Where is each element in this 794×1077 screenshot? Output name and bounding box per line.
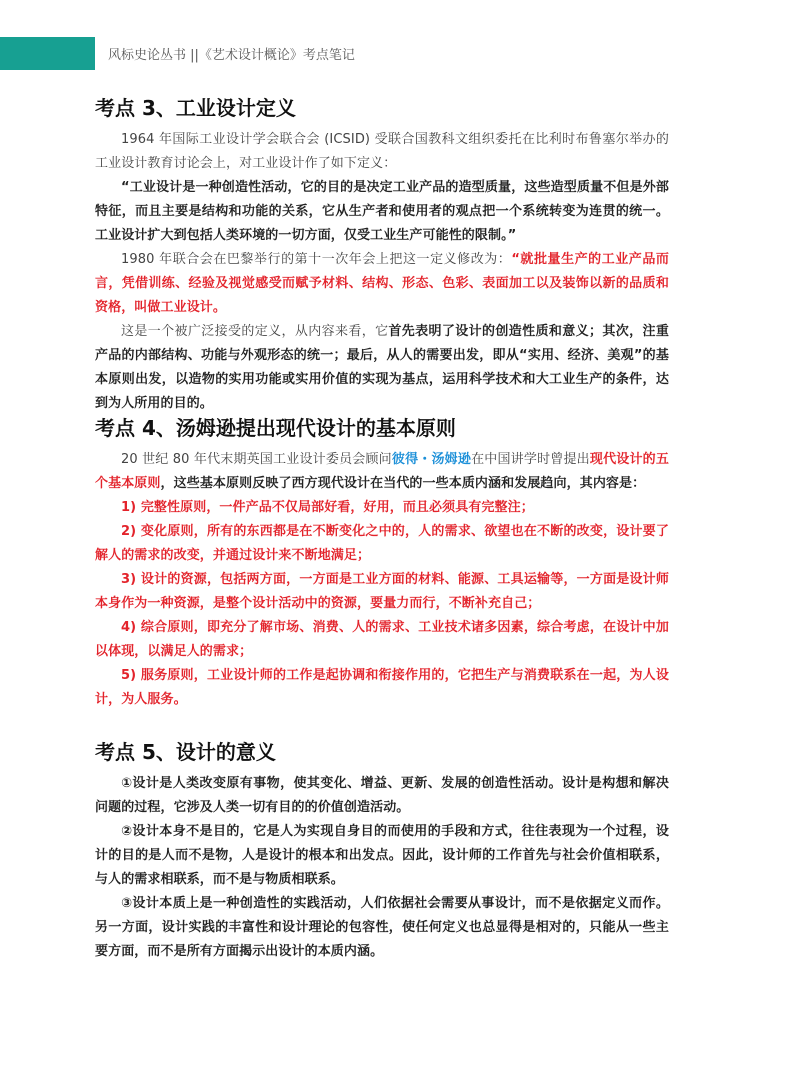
paragraph (95, 448, 669, 496)
section-5 (95, 736, 669, 964)
bold-text: ，这些基本原则反映了西方现代设计在当代的一些本质内涵和发展趋向，其内容是： (160, 476, 646, 491)
paragraph: 1964 年国际工业设计学会联合会 (ICSID) 受联合国教科文组织委托在比利时布鲁塞尔举办的工业设计教育讨论会上，对工业设计作了如下定义： (95, 132, 669, 171)
section-title: 考点 4、汤姆逊提出现代设计的基本原则 (95, 416, 456, 440)
principle-item: 2) 变化原则，所有的东西都是在不断变化之中的，人的需求、欲望也在不断的改变，设计要了解人的需求的改变，并通过设计来不断地满足； (95, 524, 669, 563)
text: 20 世纪 80 年代末期英国工业设计委员会顾问 (121, 452, 392, 467)
header-accent-band (0, 37, 95, 70)
section-4 (95, 412, 669, 712)
principle-item: 4) 综合原则，即充分了解市场、消费、人的需求、工业技术诸多因素，综合考虑，在设计中加以体现，以满足人的需求； (95, 620, 669, 659)
section-title: 考点 5、设计的意义 (95, 740, 276, 764)
running-header: 风标史论丛书 ||《艺术设计概论》考点笔记 (108, 48, 355, 63)
highlight-text: “就批量生产的工业产品而言，凭借训练、经验及视觉感受而赋予材料、结构、形态、色彩、表面加工以及装饰以新的品质和资格，叫做工业设计。 (95, 252, 669, 315)
section-title: 考点 3、工业设计定义 (95, 96, 296, 120)
person-name: 彼得・汤姆逊 (391, 452, 472, 467)
definition-quote: “工业设计是一种创造性活动，它的目的是决定工业产品的造型质量，这些造型质量不但是外部特征，而且主要是结构和功能的关系，它从生产者和使用者的观点把一个系统转变为连贯的统一。工业设计扩大到包括人类环境的一切方面，仅受工业生产可能性的限制。” (95, 180, 669, 243)
text: 这是一个被广泛接受的定义，从内容来看，它 (121, 324, 389, 339)
bold-text: 首先表明了设计的创造性质和意义；其次，注重产品的内部结构、功能与外观形态的统一；最后，从人的需要出发，即从“实用、经济、美观”的基本原则出发，以造物的实用功能或实用价值的实现为基点，运用科学技术和大工业生产的条件，达到为人所用的目的。 (95, 324, 669, 411)
section-3 (95, 92, 669, 416)
meaning-item: ③设计本质上是一种创造性的实践活动，人们依据社会需要从事设计，而不是依据定义而作。另一方面，设计实践的丰富性和设计理论的包容性，使任何定义也总显得是相对的，只能从一些主要方面，而不是所有方面揭示出设计的本质内涵。 (95, 896, 669, 959)
principle-item: 3) 设计的资源，包括两方面，一方面是工业方面的材料、能源、工具运输等，一方面是设计师本身作为一种资源，是整个设计活动中的资源，要量力而行，不断补充自己； (95, 572, 669, 611)
meaning-item: ②设计本身不是目的，它是人为实现自身目的而使用的手段和方式，往往表现为一个过程，设计的目的是人而不是物，人是设计的根本和出发点。因此，设计师的工作首先与社会价值相联系，与人的需求相联系，而不是与物质相联系。 (95, 824, 669, 887)
paragraph (95, 320, 669, 416)
principle-item: 5) 服务原则，工业设计师的工作是起协调和衔接作用的，它把生产与消费联系在一起，为人设计，为人服务。 (95, 668, 669, 707)
paragraph (95, 248, 669, 320)
meaning-item: ①设计是人类改变原有事物，使其变化、增益、更新、发展的创造性活动。设计是构想和解决问题的过程，它涉及人类一切有目的的价值创造活动。 (95, 776, 669, 815)
highlight-text: 现代设计的五个基本原则 (95, 452, 669, 491)
text: 1980 年联合会在巴黎举行的第十一次年会上把这一定义修改为： (121, 252, 512, 267)
principle-item: 1) 完整性原则，一件产品不仅局部好看，好用，而且必须具有完整注； (121, 500, 534, 515)
text: 在中国讲学时曾提出 (471, 452, 590, 467)
